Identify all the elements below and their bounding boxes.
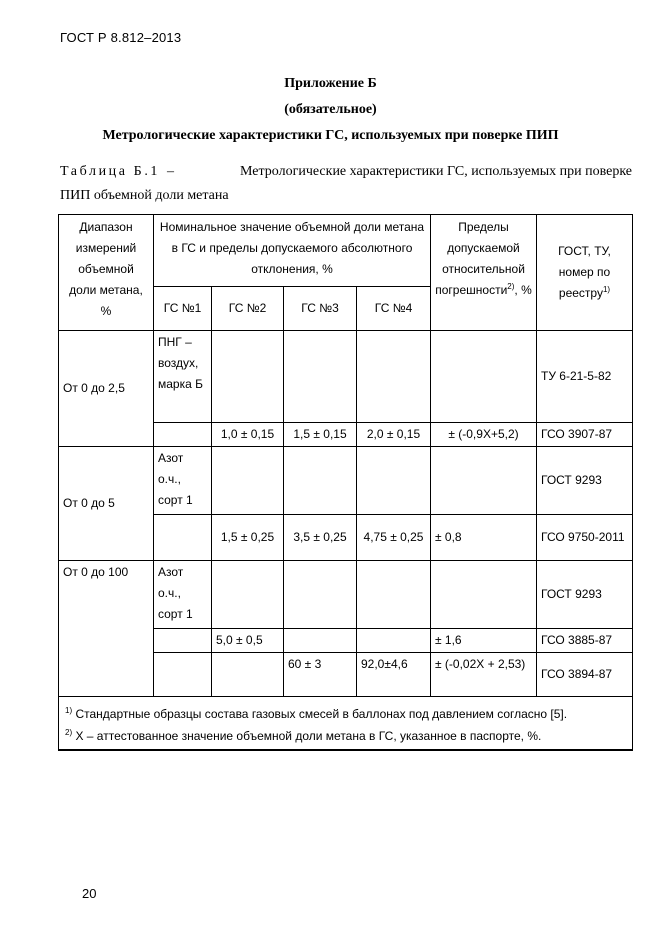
table-caption-line1 — [60, 160, 632, 184]
header-gs2: ГС №2 — [212, 287, 284, 331]
gs4-cell — [357, 561, 431, 629]
footnotes-row — [59, 697, 633, 751]
header-nominal: Номинальное значение объемной доли метана в ГС и пределы допускаемого абсолютного отклонения, % — [154, 215, 431, 287]
error-cell — [431, 561, 537, 629]
gs3-cell: 1,5 ± 0,15 — [284, 423, 357, 447]
footnote-2 — [65, 725, 626, 747]
gs2-cell — [212, 447, 284, 515]
page-number: 20 — [82, 886, 97, 901]
gost-cell: ГОСТ 9293 — [537, 561, 633, 629]
metrology-table — [58, 214, 633, 751]
footnote-mark-1: 1) — [602, 285, 611, 294]
header-gost — [537, 215, 633, 331]
footnote-mark-2: 2) — [507, 282, 515, 291]
footnote-1 — [65, 703, 626, 725]
gs2-cell: 1,5 ± 0,25 — [212, 515, 284, 561]
error-cell: ± 1,6 — [431, 629, 537, 653]
gost-cell: ТУ 6-21-5-82 — [537, 331, 633, 423]
table-row — [59, 447, 633, 515]
gs3-cell: 3,5 ± 0,25 — [284, 515, 357, 561]
gs3-cell — [284, 331, 357, 423]
error-cell — [431, 447, 537, 515]
gs4-cell: 4,75 ± 0,25 — [357, 515, 431, 561]
gost-cell: ГСО 9750-2011 — [537, 515, 633, 561]
header-gs3: ГС №3 — [284, 287, 357, 331]
gs1-cell — [154, 515, 212, 561]
table-caption-line2: ПИП объемной доли метана — [60, 188, 229, 203]
header-gs1: ГС №1 — [154, 287, 212, 331]
footnotes — [59, 697, 633, 751]
table-caption-dash: – — [167, 164, 175, 179]
gs1-cell — [154, 423, 212, 447]
gs4-cell — [357, 331, 431, 423]
gs2-cell — [212, 653, 284, 697]
gs4-cell: 92,0±4,6 — [357, 653, 431, 697]
error-cell — [431, 331, 537, 423]
footnote-2-mark: 2) — [65, 728, 73, 737]
header-gost-text: ГОСТ, ТУ, номер по реестру — [558, 244, 611, 300]
header-range: Диапазон измерений объемной доли метана, % — [59, 215, 154, 331]
gs3-cell — [284, 561, 357, 629]
range-cell: От 0 до 5 — [59, 447, 154, 561]
gs1-cell — [154, 629, 212, 653]
table-caption — [60, 160, 632, 208]
gs1-cell — [154, 653, 212, 697]
gost-cell: ГСО 3885-87 — [537, 629, 633, 653]
range-cell: От 0 до 2,5 — [59, 331, 154, 447]
table-caption-label: Таблица Б.1 — [60, 164, 161, 179]
error-cell: ± (-0,02X + 2,53) — [431, 653, 537, 697]
header-relative-error-unit: , % — [514, 283, 532, 297]
gost-cell: ГСО 3907-87 — [537, 423, 633, 447]
gs1-cell: Азот о.ч., сорт 1 — [154, 561, 212, 629]
gs4-cell — [357, 629, 431, 653]
gs2-cell — [212, 561, 284, 629]
header-relative-error-text: Пределы допускаемой относительной погрешности — [435, 220, 525, 297]
gs1-cell: Азот о.ч., сорт 1 — [154, 447, 212, 515]
gs3-cell: 60 ± 3 — [284, 653, 357, 697]
error-cell: ± 0,8 — [431, 515, 537, 561]
gs4-cell: 2,0 ± 0,15 — [357, 423, 431, 447]
table-caption-text: Метрологические характеристики ГС, используемых при поверке — [240, 164, 632, 179]
footnote-2-text: X – аттестованное значение объемной доли метана в ГС, указанное в паспорте, %. — [72, 729, 542, 743]
table-row — [59, 561, 633, 629]
gs1-cell: ПНГ – воздух, марка Б — [154, 331, 212, 423]
appendix-status: (обязательное) — [284, 102, 377, 117]
gs3-cell — [284, 629, 357, 653]
gs2-cell: 5,0 ± 0,5 — [212, 629, 284, 653]
standard-code: ГОСТ Р 8.812–2013 — [60, 30, 182, 45]
table-row — [59, 331, 633, 423]
appendix-heading: Метрологические характеристики ГС, используемых при поверке ПИП — [102, 128, 559, 143]
header-gs4: ГС №4 — [357, 287, 431, 331]
gs4-cell — [357, 447, 431, 515]
footnote-1-text: Стандартные образцы состава газовых смесей в баллонах под давлением согласно [5]. — [72, 707, 568, 721]
gs3-cell — [284, 447, 357, 515]
gs2-cell: 1,0 ± 0,15 — [212, 423, 284, 447]
gost-cell: ГОСТ 9293 — [537, 447, 633, 515]
gs2-cell — [212, 331, 284, 423]
range-cell: От 0 до 100 — [59, 561, 154, 697]
footnote-1-mark: 1) — [65, 706, 73, 715]
header-relative-error — [431, 215, 537, 331]
appendix-title: Приложение Б — [284, 76, 377, 91]
gost-cell: ГСО 3894-87 — [537, 653, 633, 697]
error-cell: ± (-0,9X+5,2) — [431, 423, 537, 447]
